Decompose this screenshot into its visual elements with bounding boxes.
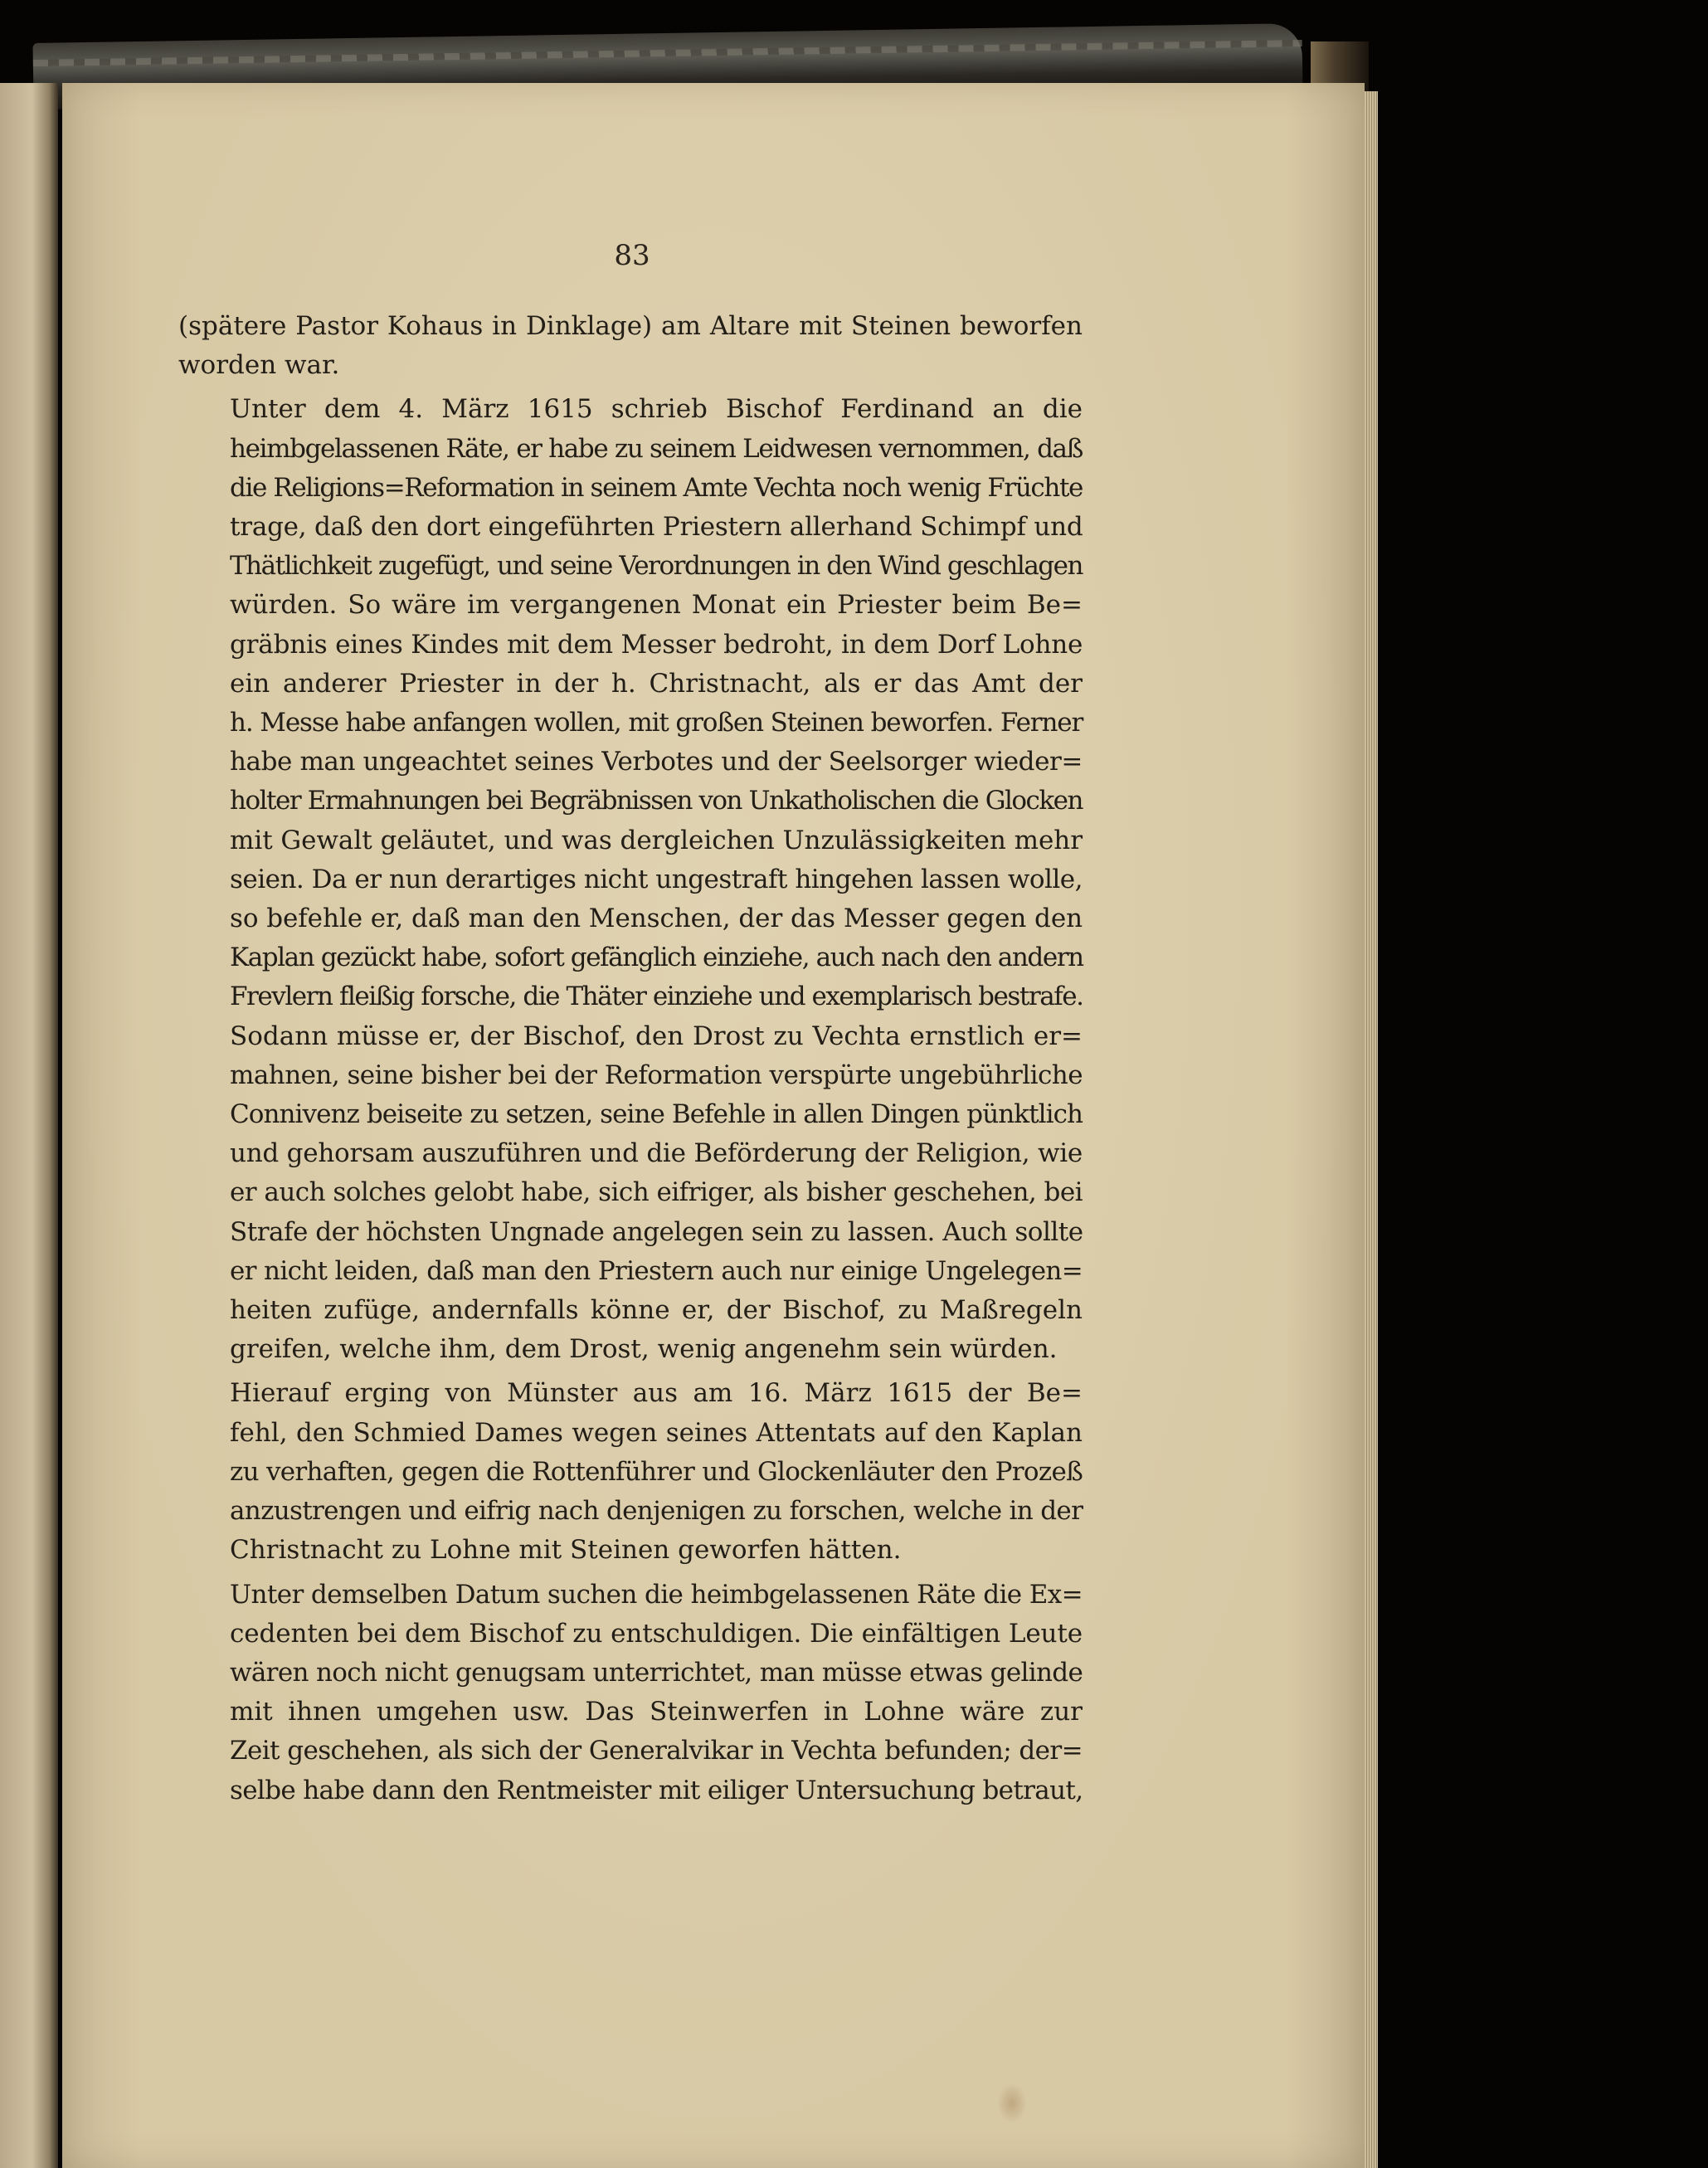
text-line: heiten zufüge, andernfalls könne er, der Bischof, zu Maßregeln	[230, 1295, 1083, 1326]
text-line: (spätere Pastor Kohaus in Dinklage) am Altare mit Steinen beworfen	[178, 311, 1083, 341]
text-line: seien. Da er nun derartiges nicht ungestraft hingehen lassen wolle,	[230, 864, 1083, 894]
paragraph-2	[178, 390, 1083, 1369]
text-line: trage, daß den dort eingeführten Priestern allerhand Schimpf und	[230, 512, 1083, 543]
text-line: holter Ermahnungen bei Begräbnissen von Unkatholischen die Glocken	[230, 786, 1083, 816]
text-line: ein anderer Priester in der h. Christnacht, als er das Amt der	[230, 668, 1083, 699]
text-line: Unter demselben Datum suchen die heimbgelassenen Räte die Ex=	[230, 1579, 1083, 1610]
paragraph-3	[178, 1374, 1083, 1570]
text-line: würden. So wäre im vergangenen Monat ein Priester beim Be=	[230, 590, 1083, 621]
text-line: cedenten bei dem Bischof zu entschuldigen. Die einfältigen Leute	[230, 1618, 1083, 1649]
text-line: heimbgelassenen Räte, er habe zu seinem Leidwesen vernommen, daß	[230, 433, 1083, 464]
text-line: mahnen, seine bisher bei der Reformation verspürte ungebührliche	[230, 1060, 1083, 1090]
text-line: Hierauf erging von Münster aus am 16. März 1615 der Be=	[230, 1378, 1083, 1409]
paragraph-4	[178, 1576, 1083, 1810]
text-line: Zeit geschehen, als sich der Generalvikar in Vechta befunden; der=	[230, 1736, 1083, 1766]
text-line: wären noch nicht genugsam unterrichtet, man müsse etwas gelinde	[230, 1657, 1083, 1688]
paper-stain	[998, 2084, 1026, 2122]
text-line: die Religions=Reformation in seinem Amte Vechta noch wenig Früchte	[230, 472, 1083, 503]
body-text	[178, 307, 1083, 1810]
text-line: Sodann müsse er, der Bischof, den Drost zu Vechta ernstlich er=	[230, 1021, 1083, 1051]
text-line: Strafe der höchsten Ungnade angelegen sein zu lassen. Auch sollte	[230, 1216, 1083, 1247]
paragraph-1	[178, 307, 1083, 385]
text-line: habe man ungeachtet seines Verbotes und der Seelsorger wieder=	[230, 747, 1083, 777]
text-line: greifen, welche ihm, dem Drost, wenig angenehm sein würden.	[230, 1334, 1058, 1365]
text-line: fehl, den Schmied Dames wegen seines Attentats auf den Kaplan	[230, 1417, 1083, 1448]
text-line: und gehorsam auszuführen und die Beförderung der Religion, wie	[230, 1138, 1083, 1169]
page-stack-edge	[1365, 91, 1378, 2168]
text-line: Thätlichkeit zugefügt, und seine Verordnungen in den Wind geschlagen	[230, 551, 1083, 582]
page-number: 83	[614, 239, 650, 272]
text-line: worden war.	[178, 350, 340, 381]
text-line: zu verhaften, gegen die Rottenführer und Glockenläuter den Prozeß	[230, 1456, 1083, 1487]
text-line: Connivenz beiseite zu setzen, seine Befehle in allen Dingen pünktlich	[230, 1099, 1083, 1130]
text-line: Frevlern fleißig forsche, die Thäter einziehe und exemplarisch bestrafe.	[230, 982, 1083, 1012]
text-line: so befehle er, daß man den Menschen, der das Messer gegen den	[230, 904, 1083, 934]
text-line: er nicht leiden, daß man den Priestern auch nur einige Ungelegen=	[230, 1255, 1083, 1286]
text-line: selbe habe dann den Rentmeister mit eiliger Untersuchung betraut,	[230, 1775, 1083, 1805]
text-line: h. Messe habe anfangen wollen, mit großen Steinen beworfen. Ferner	[230, 708, 1083, 738]
text-line: mit Gewalt geläutet, und was dergleichen Unzulässigkeiten mehr	[230, 825, 1083, 855]
text-line: Kaplan gezückt habe, sofort gefänglich einziehe, auch nach den andern	[230, 943, 1083, 973]
facing-page-edge	[0, 83, 58, 2168]
text-line: anzustrengen und eifrig nach denjenigen zu forschen, welche in der	[230, 1496, 1083, 1527]
text-line: er auch solches gelobt habe, sich eifriger, als bisher geschehen, bei	[230, 1177, 1083, 1208]
text-line: gräbnis eines Kindes mit dem Messer bedroht, in dem Dorf Lohne	[230, 629, 1083, 660]
text-line: mit ihnen umgehen usw. Das Steinwerfen in Lohne wäre zur	[230, 1697, 1083, 1727]
text-line: Christnacht zu Lohne mit Steinen geworfen hätten.	[230, 1535, 902, 1566]
text-line: Unter dem 4. März 1615 schrieb Bischof Ferdinand an die	[230, 394, 1083, 425]
